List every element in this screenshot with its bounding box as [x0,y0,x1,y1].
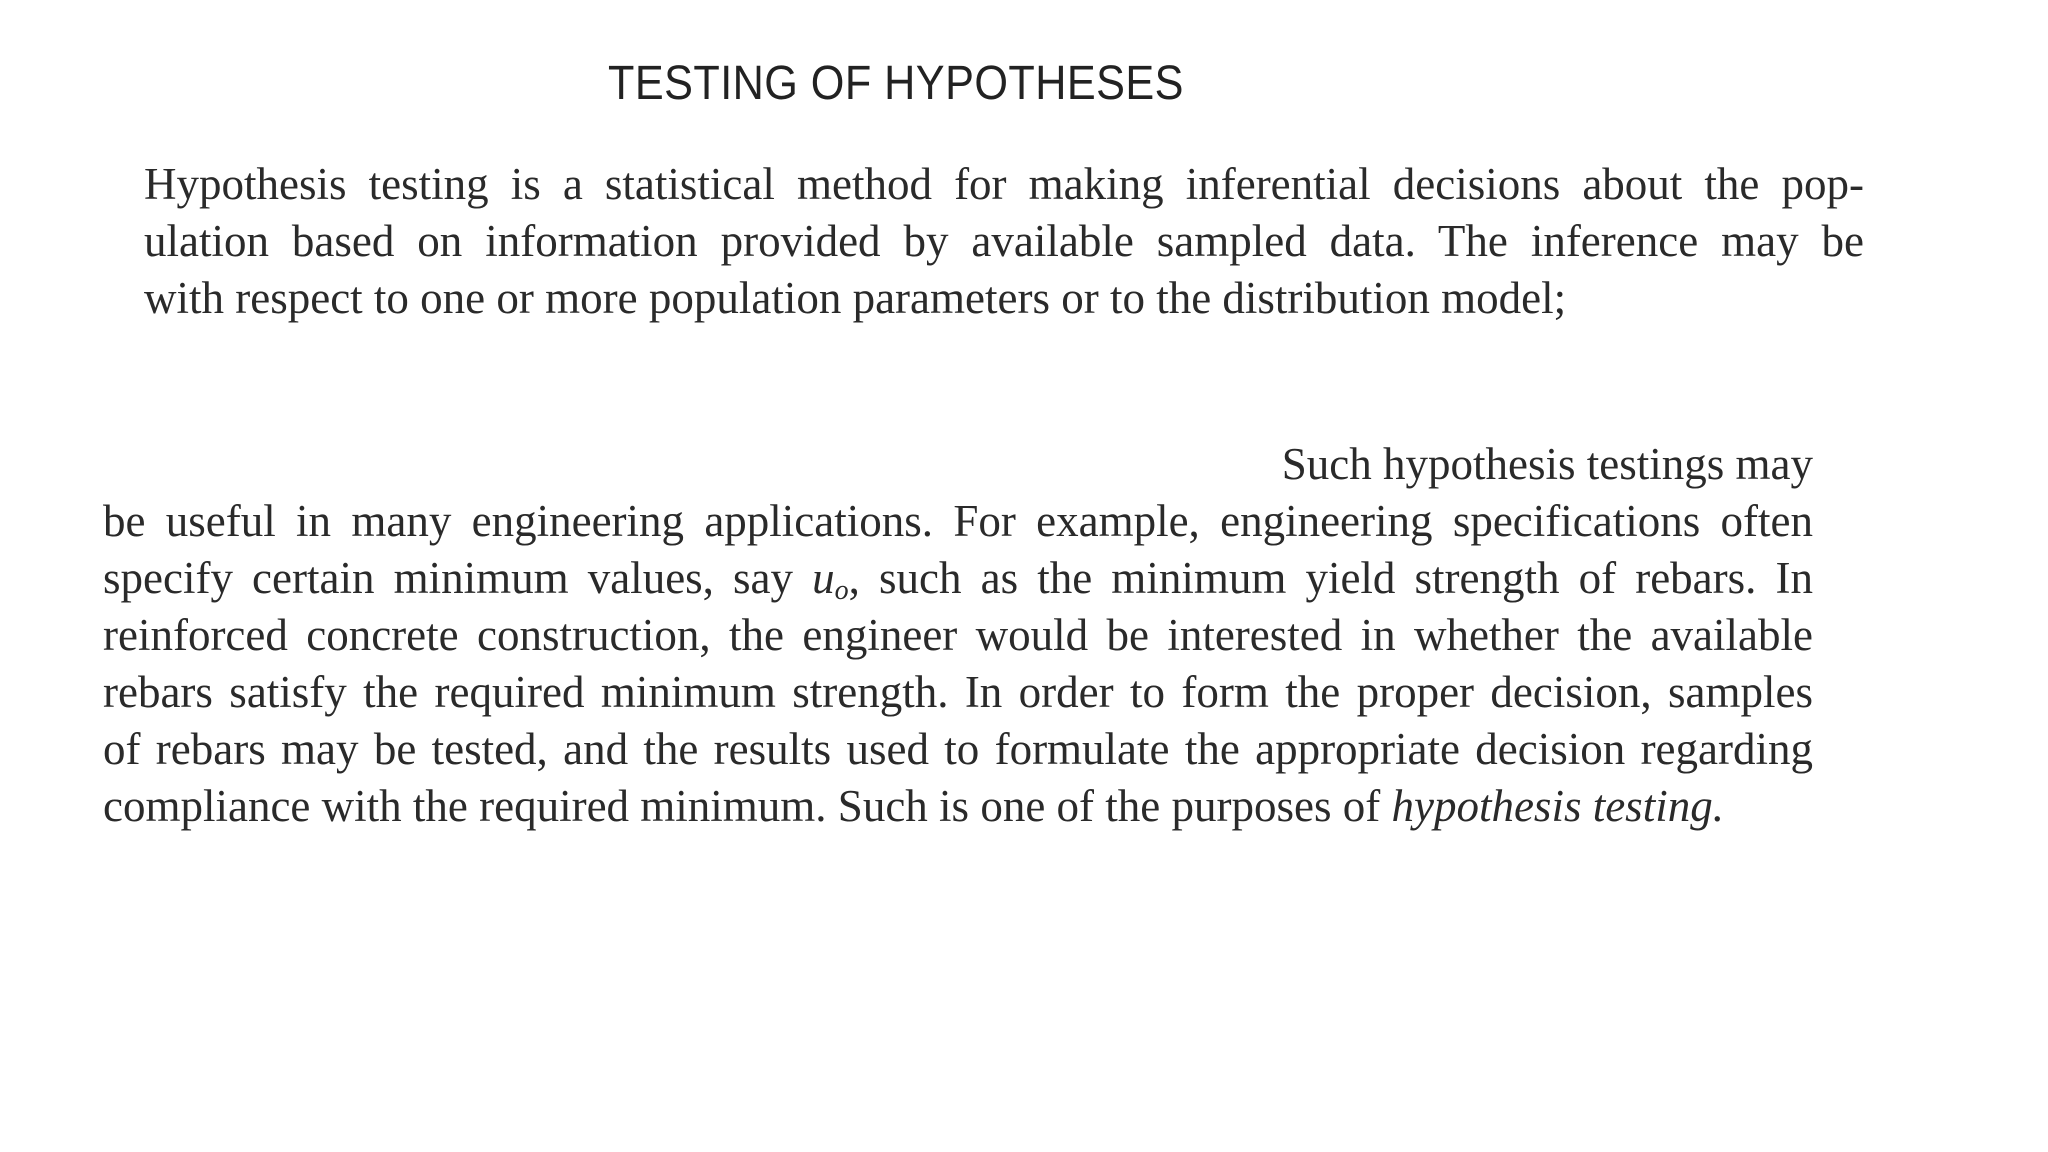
paragraph-line: ulation based on information provided by available sampled data. The inference may be [144,216,1864,266]
math-symbol: u [812,553,835,603]
section-title: TESTING OF HYPOTHESES [608,57,1184,110]
paragraph-line: of rebars may be tested, and the results used to formulate the appropriate decision regarding [103,724,1813,774]
paragraph-line-with-emphasis [103,778,1813,835]
line-text: , such as the minimum yield strength of rebars. In [848,553,1814,603]
emphasized-term: hypothesis testing. [1391,781,1724,831]
line-text: compliance with the required minimum. Such is one of the purposes of [103,781,1381,831]
line-text: specify certain minimum values, say [103,553,794,603]
intro-paragraph [144,156,1864,327]
paragraph-line: Such hypothesis testings may [1281,439,1813,489]
paragraph-line: be useful in many engineering applications. For example, engineering specifications often [103,496,1813,546]
paragraph-line: rebars satisfy the required minimum strength. In order to form the proper decision, samples [103,667,1813,717]
paragraph-line: Hypothesis testing is a statistical method for making inferential decisions about the pop- [144,159,1864,209]
paragraph-line-with-symbol [103,550,1813,607]
math-subscript: o [834,575,849,606]
paragraph-line: with respect to one or more population parameters or to the distribution model; [144,273,1567,323]
example-paragraph [103,436,1823,835]
paragraph-line: reinforced concrete construction, the engineer would be interested in whether the available [103,610,1813,660]
